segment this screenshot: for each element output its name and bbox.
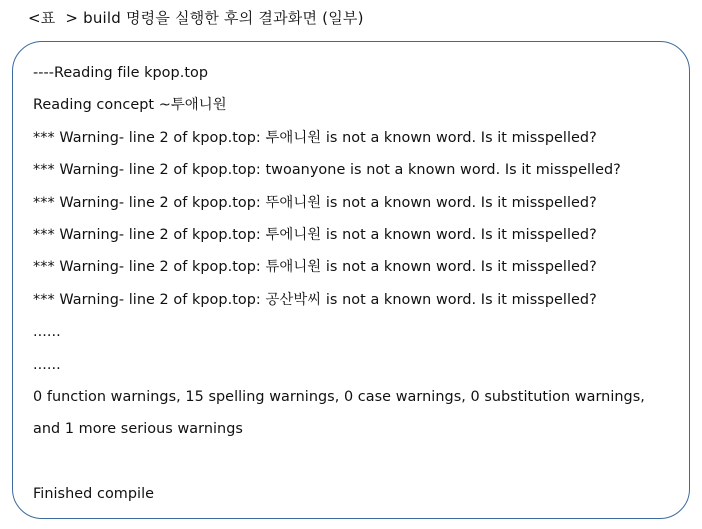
log-line-warning: *** Warning- line 2 of kpop.top: twoanyone is not a known word. Is it misspelled?	[33, 162, 621, 179]
log-line-summary: 0 function warnings, 15 spelling warnings, 0 case warnings, 0 substitution warnings,	[33, 388, 645, 405]
log-line-blank	[33, 448, 683, 480]
build-output-log	[33, 59, 683, 512]
log-line-warning: *** Warning- line 2 of kpop.top: 뚜애니원 is not a known word. Is it misspelled?	[33, 194, 597, 211]
log-line-summary-continued: and 1 more serious warnings	[33, 421, 243, 438]
log-line-finished: Finished compile	[33, 486, 155, 503]
log-line-ellipsis: ......	[33, 324, 61, 341]
log-line-warning: *** Warning- line 2 of kpop.top: 공산박씨 is not a known word. Is it misspelled?	[33, 291, 597, 308]
log-line-warning: *** Warning- line 2 of kpop.top: 튜애니원 is not a known word. Is it misspelled?	[33, 259, 597, 276]
log-line-ellipsis: ......	[33, 356, 61, 373]
table-caption: <표 > build 명령을 실행한 후의 결과화면 (일부)	[28, 9, 364, 27]
log-line-reading-concept: Reading concept ~투애니원	[33, 97, 227, 114]
log-line-warning: *** Warning- line 2 of kpop.top: 투애니원 is not a known word. Is it misspelled?	[33, 129, 597, 146]
log-line-reading-file: ----Reading file kpop.top	[33, 65, 209, 81]
log-line-warning: *** Warning- line 2 of kpop.top: 투에니원 is not a known word. Is it misspelled?	[33, 226, 597, 243]
